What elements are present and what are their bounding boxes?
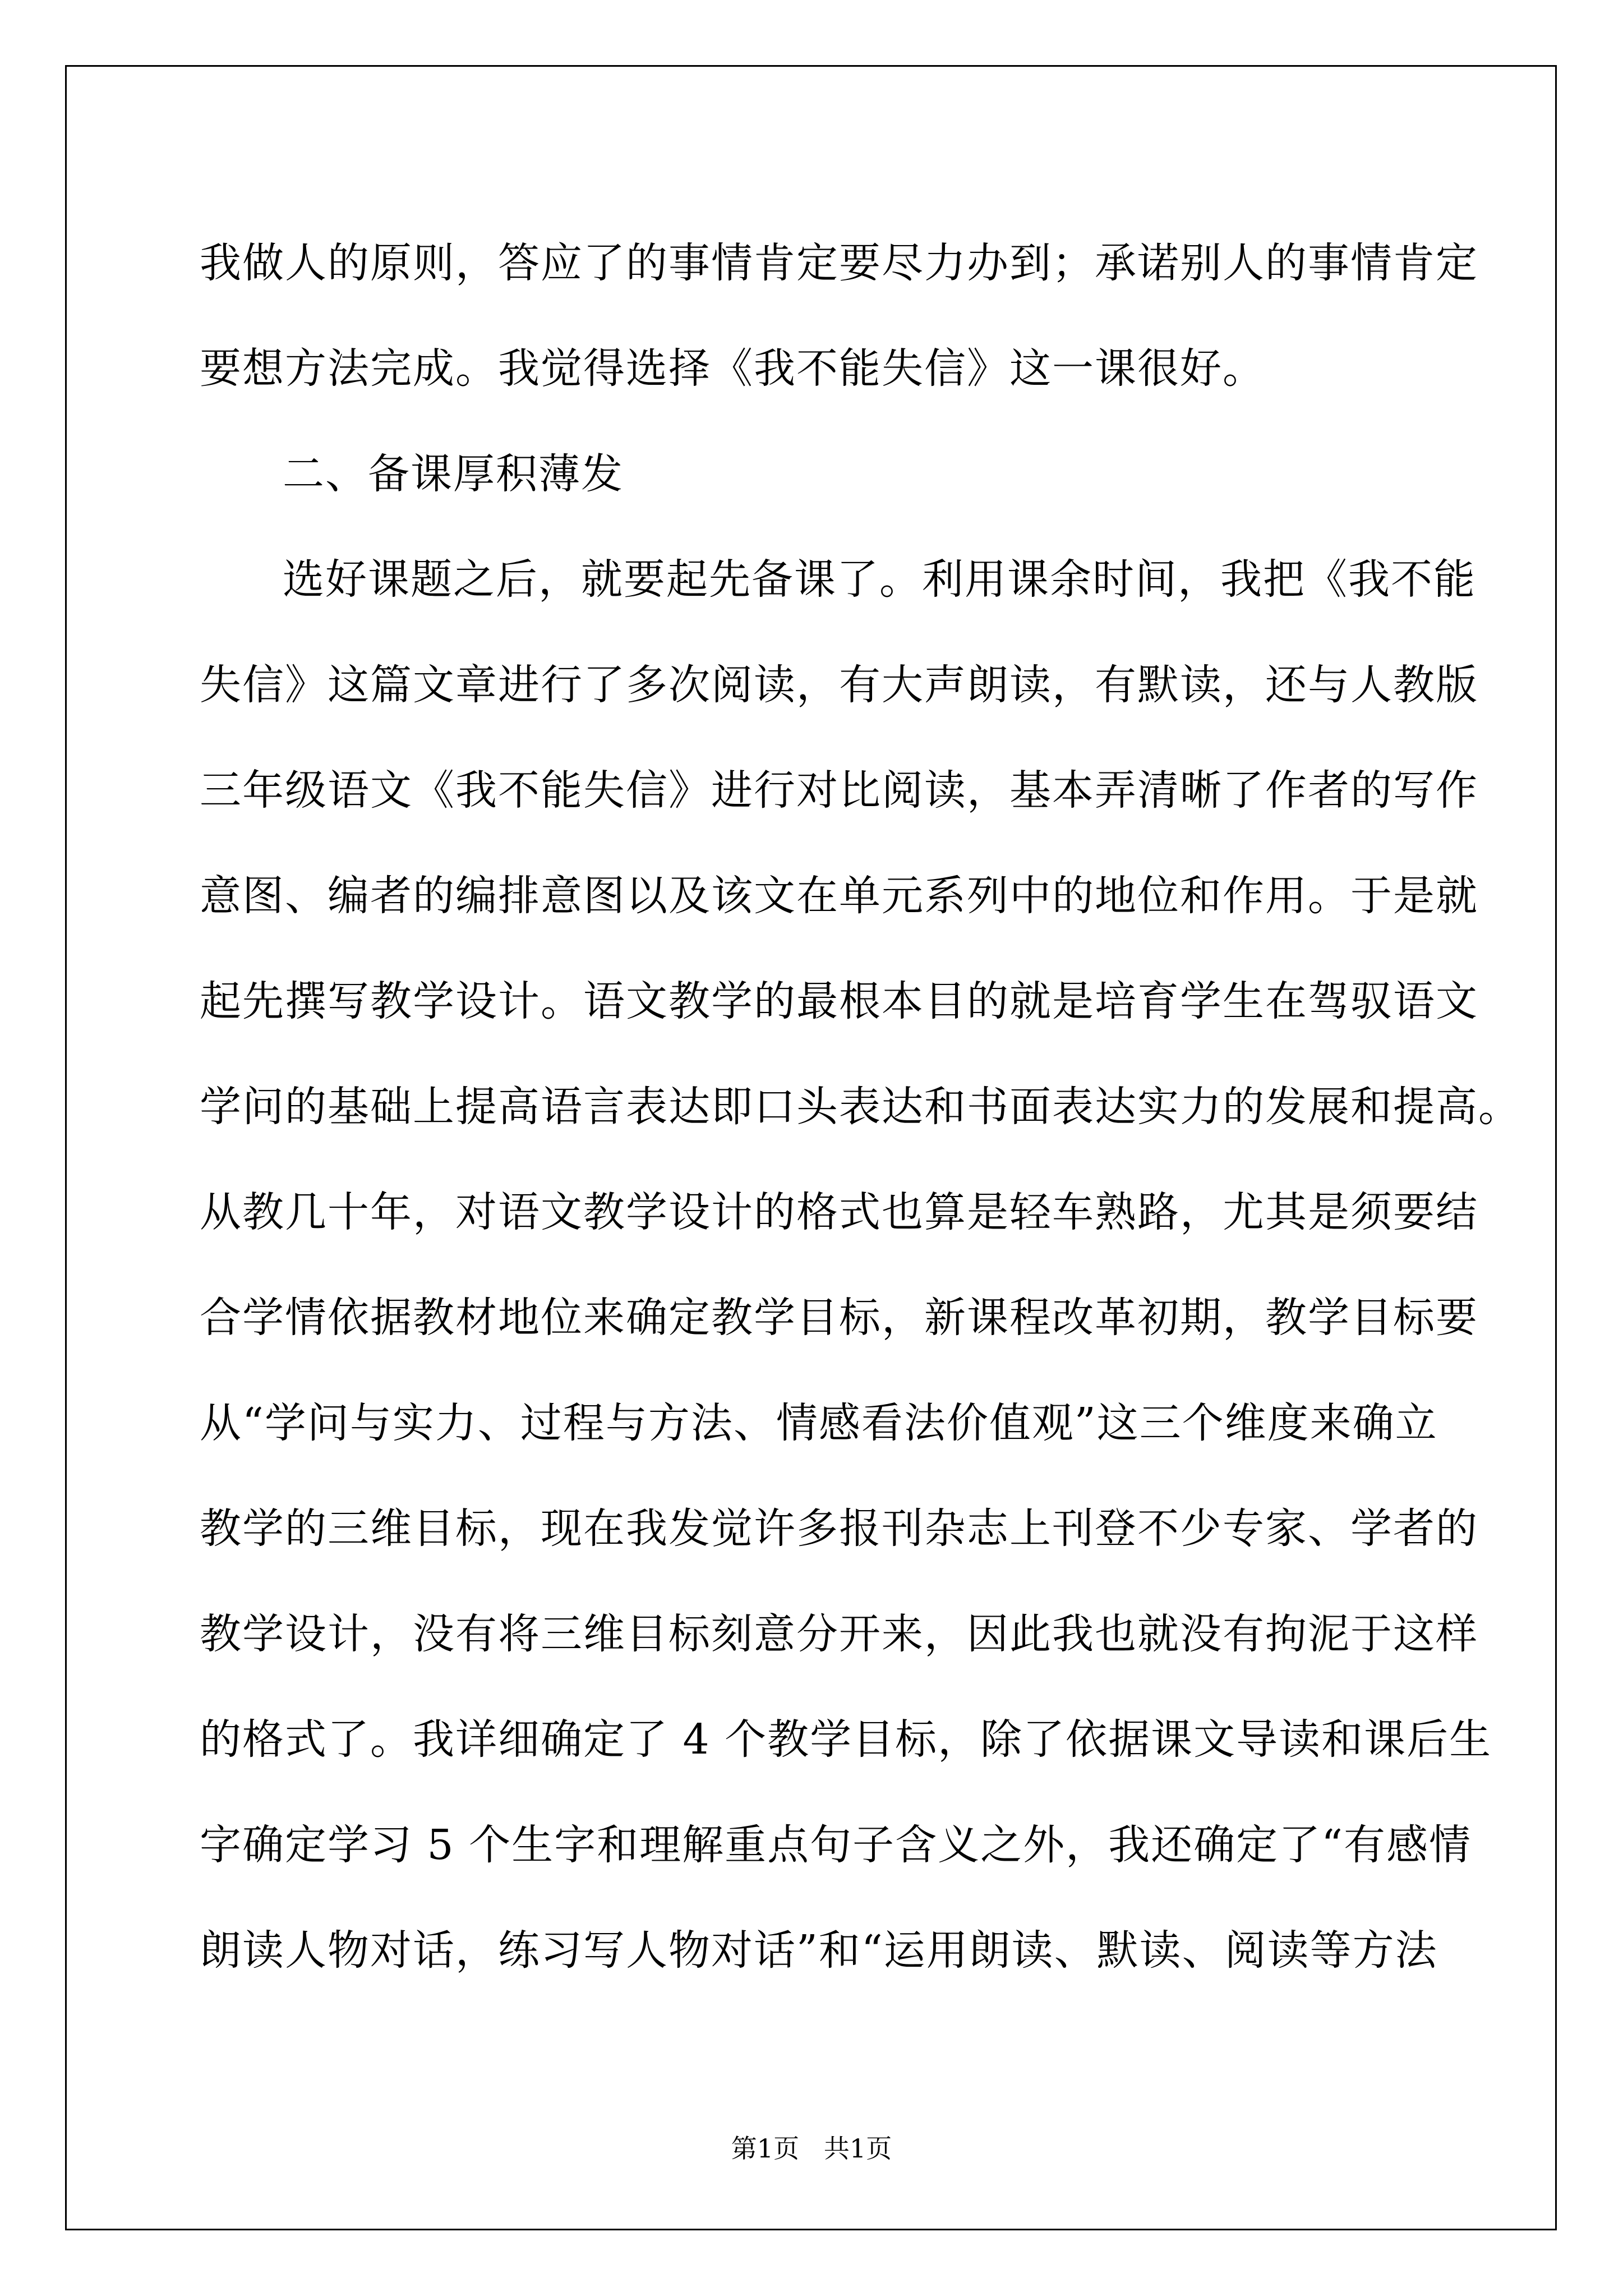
text-line: 意图、编者的编排意图以及该文在单元系列中的地位和作用。于是就 xyxy=(200,872,1478,920)
text-line: 字确定学习 5 个生字和理解重点句子含义之外，我还确定了“有感情 xyxy=(200,1821,1472,1869)
text-line: 选好课题之后，就要起先备课了。利用课余时间，我把《我不能 xyxy=(283,555,1476,604)
document-body xyxy=(200,210,1521,2003)
text-line: 我做人的原则，答应了的事情肯定要尽力办到；承诺别人的事情肯定 xyxy=(200,239,1478,287)
text-line: 起先撰写教学设计。语文教学的最根本目的就是培育学生在驾驭语文 xyxy=(200,977,1478,1025)
text-line: 三年级语文《我不能失信》进行对比阅读，基本弄清晰了作者的写作 xyxy=(200,766,1478,815)
text-line: 合学情依据教材地位来确定教学目标，新课程改革初期，教学目标要 xyxy=(200,1294,1478,1342)
section-heading: 二、备课厚积薄发 xyxy=(283,450,624,498)
text-line: 朗读人物对话，练习写人物对话”和“运用朗读、默读、阅读等方法 xyxy=(200,1926,1438,1975)
text-line: 要想方法完成。我觉得选择《我不能失信》这一课很好。 xyxy=(200,344,1265,393)
page-footer: 第1页 共1页 xyxy=(731,2133,892,2164)
text-line: 学问的基础上提高语言表达即口头表达和书面表达实力的发展和提高。 xyxy=(200,1083,1521,1131)
text-line: 教学设计，没有将三维目标刻意分开来，因此我也就没有拘泥于这样 xyxy=(200,1610,1478,1658)
text-line: 的格式了。我详细确定了 4 个教学目标，除了依据课文导读和课后生 xyxy=(200,1715,1492,1764)
text-line: 从教几十年，对语文教学设计的格式也算是轻车熟路，尤其是须要结 xyxy=(200,1188,1478,1236)
text-line: 教学的三维目标，现在我发觉许多报刊杂志上刊登不少专家、学者的 xyxy=(200,1504,1478,1553)
text-line: 从“学问与实力、过程与方法、情感看法价值观”这三个维度来确立 xyxy=(200,1399,1438,1447)
text-line: 失信》这篇文章进行了多次阅读，有大声朗读，有默读，还与人教版 xyxy=(200,661,1478,709)
